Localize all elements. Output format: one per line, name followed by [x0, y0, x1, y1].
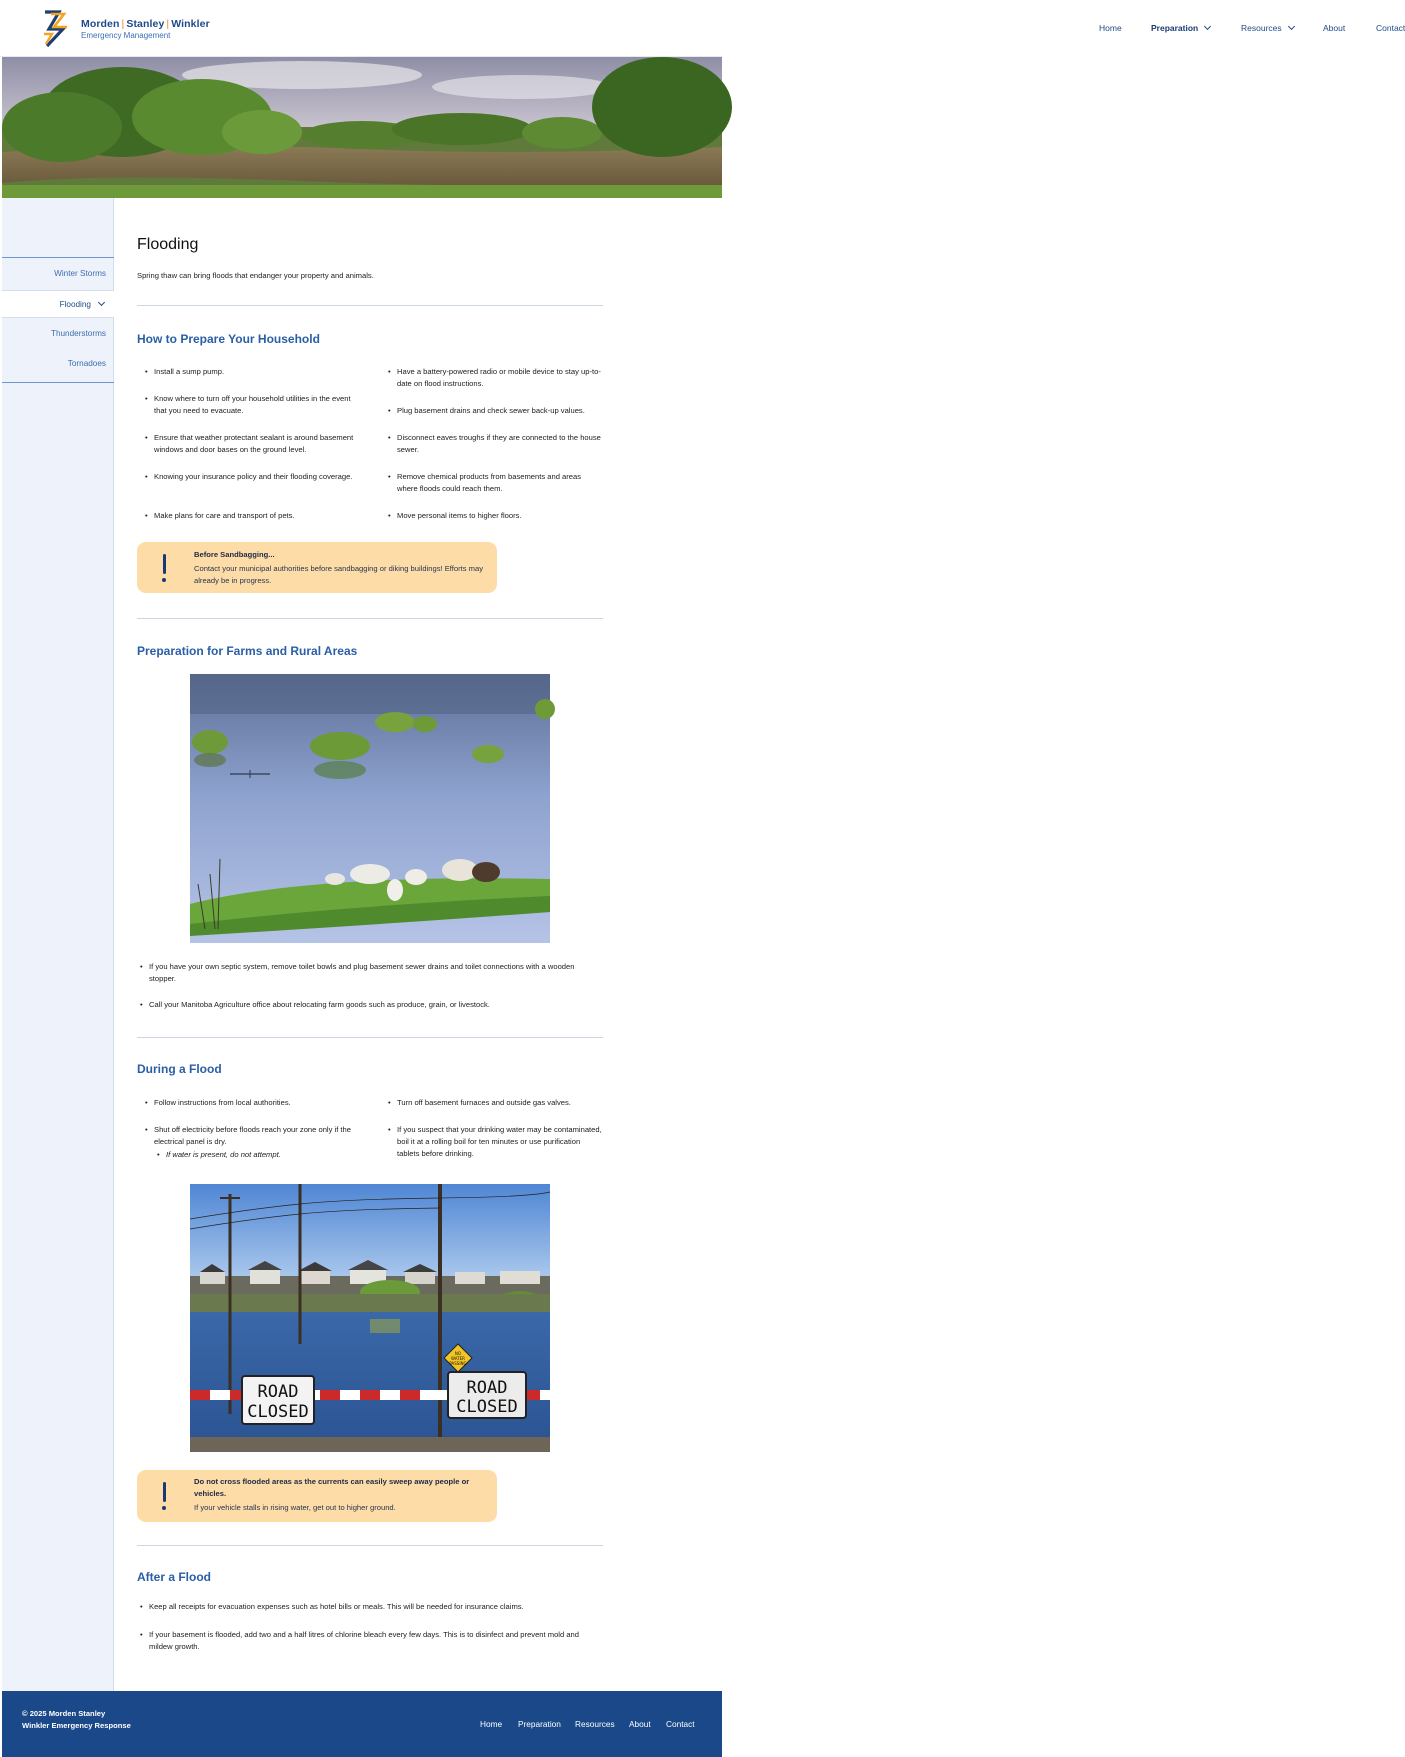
- sign-text: CLOSED: [456, 1397, 518, 1417]
- callout-body: Contact your municipal authorities before sandbagging or diking buildings! Efforts may already be in progress.: [194, 564, 484, 585]
- divider: [137, 1545, 603, 1546]
- sidebar-item-winter-storms[interactable]: Winter Storms: [54, 269, 106, 278]
- list-item: • Plug basement drains and check sewer back-up values.: [380, 405, 603, 417]
- heading-after: After a Flood: [137, 1570, 211, 1584]
- sidebar: [2, 198, 114, 1691]
- nav-home[interactable]: Home: [1099, 23, 1122, 33]
- list-item: • Remove chemical products from basements and areas where floods could reach them.: [380, 471, 603, 495]
- divider: [137, 1037, 603, 1038]
- heading-during: During a Flood: [137, 1062, 222, 1076]
- footer-link-preparation[interactable]: Preparation: [518, 1719, 561, 1729]
- divider: [137, 618, 603, 619]
- callout-currents: [137, 1470, 497, 1522]
- sidebar-item-tornadoes[interactable]: Tornadoes: [67, 359, 106, 368]
- callout-title: Before Sandbagging...: [194, 550, 275, 559]
- page-title: Flooding: [137, 236, 199, 253]
- nav-about[interactable]: About: [1323, 23, 1346, 33]
- footer-link-contact[interactable]: Contact: [666, 1719, 695, 1729]
- sign-text: ROAD: [466, 1378, 508, 1398]
- brand-subtitle: Emergency Management: [81, 31, 171, 40]
- list-item: • Install a sump pump.: [137, 366, 367, 378]
- list-item: • Shut off electricity before floods reach your zone only if the electrical panel is dry.: [137, 1124, 357, 1148]
- heading-farms: Preparation for Farms and Rural Areas: [137, 644, 358, 658]
- chevron-down-icon: [1288, 23, 1295, 30]
- logo-icon[interactable]: [42, 10, 68, 48]
- list-item: • Follow instructions from local authorities.: [137, 1097, 367, 1109]
- callout-title: Do not cross flooded areas as the currents can easily sweep away people or vehicles.: [194, 1477, 470, 1498]
- sign-text: NO: [454, 1351, 462, 1356]
- nav-contact[interactable]: Contact: [1376, 23, 1405, 33]
- heading-household: How to Prepare Your Household: [137, 332, 320, 346]
- callout-sandbagging: [137, 542, 497, 593]
- list-item: • Call your Manitoba Agriculture office about relocating farm goods such as produce, grain, or livestock.: [132, 999, 598, 1011]
- footer-link-resources[interactable]: Resources: [575, 1719, 615, 1729]
- brand[interactable]: [81, 18, 210, 40]
- hero-image: [2, 57, 722, 198]
- list-item: • Have a battery-powered radio or mobile device to stay up-to-date on flood instructions.: [380, 366, 603, 390]
- list-item: • If your basement is flooded, add two and a half litres of chlorine bleach every few days. This is to disinfect and prevent mold and mildew growth.: [132, 1629, 598, 1653]
- list-item: • Turn off basement furnaces and outside gas valves.: [380, 1097, 603, 1109]
- footer-copyright: © 2025 Morden Stanley Winkler Emergency Response: [22, 1709, 131, 1730]
- list-item: • Disconnect eaves troughs if they are connected to the house sewer.: [380, 432, 603, 456]
- footer-link-home[interactable]: Home: [480, 1719, 503, 1729]
- list-item: • Know where to turn off your household utilities in the event that you need to evacuate.: [137, 393, 357, 417]
- callout-body: If your vehicle stalls in rising water, get out to higher ground.: [194, 1503, 396, 1512]
- site-header: [0, 0, 1405, 57]
- site-footer: [2, 1691, 722, 1757]
- list-item: • Knowing your insurance policy and their flooding coverage.: [137, 471, 357, 483]
- sidebar-divider: [2, 257, 114, 258]
- divider: [137, 305, 603, 306]
- list-item: • If water is present, do not attempt.: [154, 1149, 364, 1161]
- list-item: • Move personal items to higher floors.: [380, 510, 603, 522]
- exclamation-icon: [161, 1482, 167, 1512]
- sidebar-divider: [2, 382, 114, 383]
- list-item: • If you have your own septic system, remove toilet bowls and plug basement sewer drains and toilet connections with a wooden stopper.: [132, 961, 598, 985]
- list-item: • Ensure that weather protectant sealant is around basement windows and door bases on the ground level.: [137, 432, 367, 456]
- farm-flood-photo: [190, 674, 550, 943]
- list-item: • If you suspect that your drinking water may be contaminated, boil it at a rolling boil for ten minutes or use purification tablets before drinking.: [380, 1124, 603, 1160]
- sidebar-item-thunderstorms[interactable]: Thunderstorms: [50, 329, 106, 338]
- list-item: • Keep all receipts for evacuation expenses such as hotel bills or meals. This will be needed for insurance claims.: [132, 1601, 598, 1613]
- nav-resources[interactable]: Resources: [1241, 23, 1294, 33]
- sign-text: CLOSED: [247, 1402, 309, 1422]
- list-item: • Make plans for care and transport of pets.: [137, 510, 367, 522]
- chevron-down-icon: [98, 299, 105, 306]
- road-closed-photo: [190, 1184, 550, 1452]
- exclamation-icon: [161, 554, 167, 584]
- page-lead: Spring thaw can bring floods that endanger your property and animals.: [137, 271, 374, 280]
- nav-preparation[interactable]: Preparation: [1151, 23, 1210, 33]
- brand-name: Morden | Stanley | Winkler: [81, 18, 210, 30]
- chevron-down-icon: [1204, 23, 1211, 30]
- footer-link-about[interactable]: About: [629, 1719, 651, 1729]
- sign-text: ROAD: [257, 1382, 299, 1402]
- sidebar-item-flooding[interactable]: Flooding: [2, 290, 114, 318]
- sign-text: PASSING: [449, 1361, 467, 1366]
- sign-text: WATER: [451, 1356, 465, 1361]
